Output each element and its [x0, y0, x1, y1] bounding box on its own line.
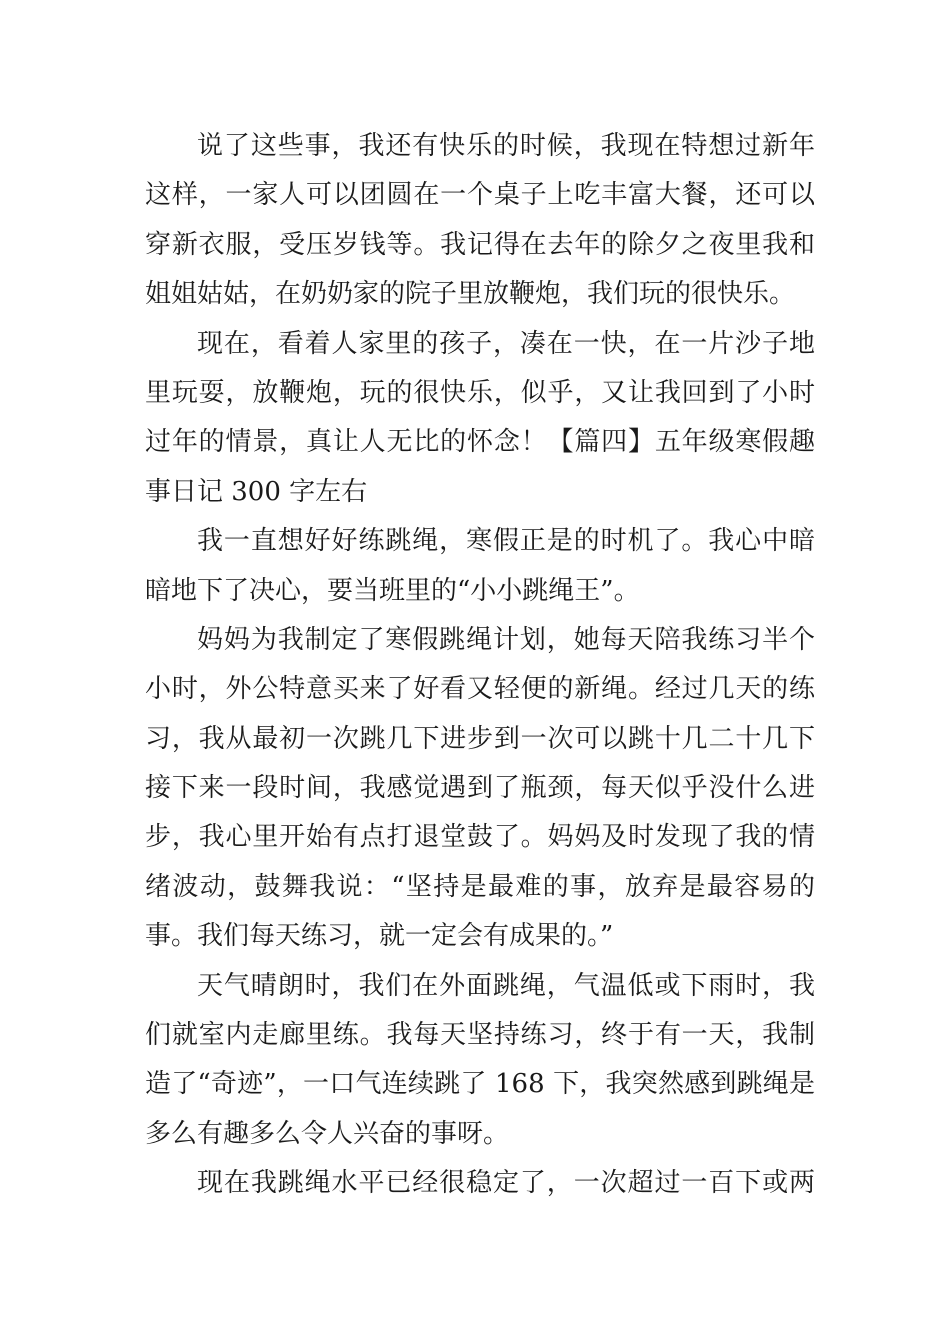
text-line: 姐姐姑姑，在奶奶家的院子里放鞭炮，我们玩的很快乐。 [145, 279, 796, 310]
text-line: 妈妈为我制定了寒假跳绳计划，她每天陪我练习半个 [197, 624, 815, 655]
text-line: 事日记 300 字左右 [145, 476, 368, 507]
text-line: 绪波动，鼓舞我说：“坚持是最难的事，放弃是最容易的 [145, 871, 815, 902]
body-text [145, 122, 815, 1209]
text-line: 说了这些事，我还有快乐的时候，我现在特想过新年 [197, 131, 815, 161]
text-line: 步，我心里开始有点打退堂鼓了。妈妈及时发现了我的情 [145, 822, 815, 853]
text-line: 现在，看着人家里的孩子，凑在一快，在一片沙子地 [197, 328, 815, 359]
text-line: 造了“奇迹”，一口气连续跳了 168 下，我突然感到跳绳是 [145, 1069, 815, 1100]
text-line: 我一直想好好练跳绳，寒假正是的时机了。我心中暗 [197, 526, 815, 557]
text-line: 多么有趣多么令人兴奋的事呀。 [145, 1118, 510, 1149]
text-line: 习，我从最初一次跳几下进步到一次可以跳十几二十几下 [145, 723, 815, 754]
text-line: 过年的情景，真让人无比的怀念！【篇四】五年级寒假趣 [145, 427, 815, 458]
text-line: 穿新衣服，受压岁钱等。我记得在去年的除夕之夜里我和 [145, 229, 815, 260]
text-line: 事。我们每天练习，就一定会有成果的。” [145, 921, 614, 952]
text-line: 这样，一家人可以团圆在一个桌子上吃丰富大餐，还可以 [145, 180, 815, 211]
text-line: 里玩耍，放鞭炮，玩的很快乐，似乎，又让我回到了小时 [145, 377, 815, 408]
text-line: 现在我跳绳水平已经很稳定了，一次超过一百下或两 [197, 1168, 815, 1199]
text-line: 小时，外公特意买来了好看又轻便的新绳。经过几天的练 [145, 674, 815, 705]
text-line: 们就室内走廊里练。我每天坚持练习，终于有一天，我制 [145, 1020, 815, 1051]
text-line: 接下来一段时间，我感觉遇到了瓶颈，每天似乎没什么进 [145, 773, 815, 804]
text-line: 天气晴朗时，我们在外面跳绳，气温低或下雨时，我 [197, 970, 815, 1001]
text-line: 暗地下了决心，要当班里的“小小跳绳王”。 [145, 575, 640, 606]
